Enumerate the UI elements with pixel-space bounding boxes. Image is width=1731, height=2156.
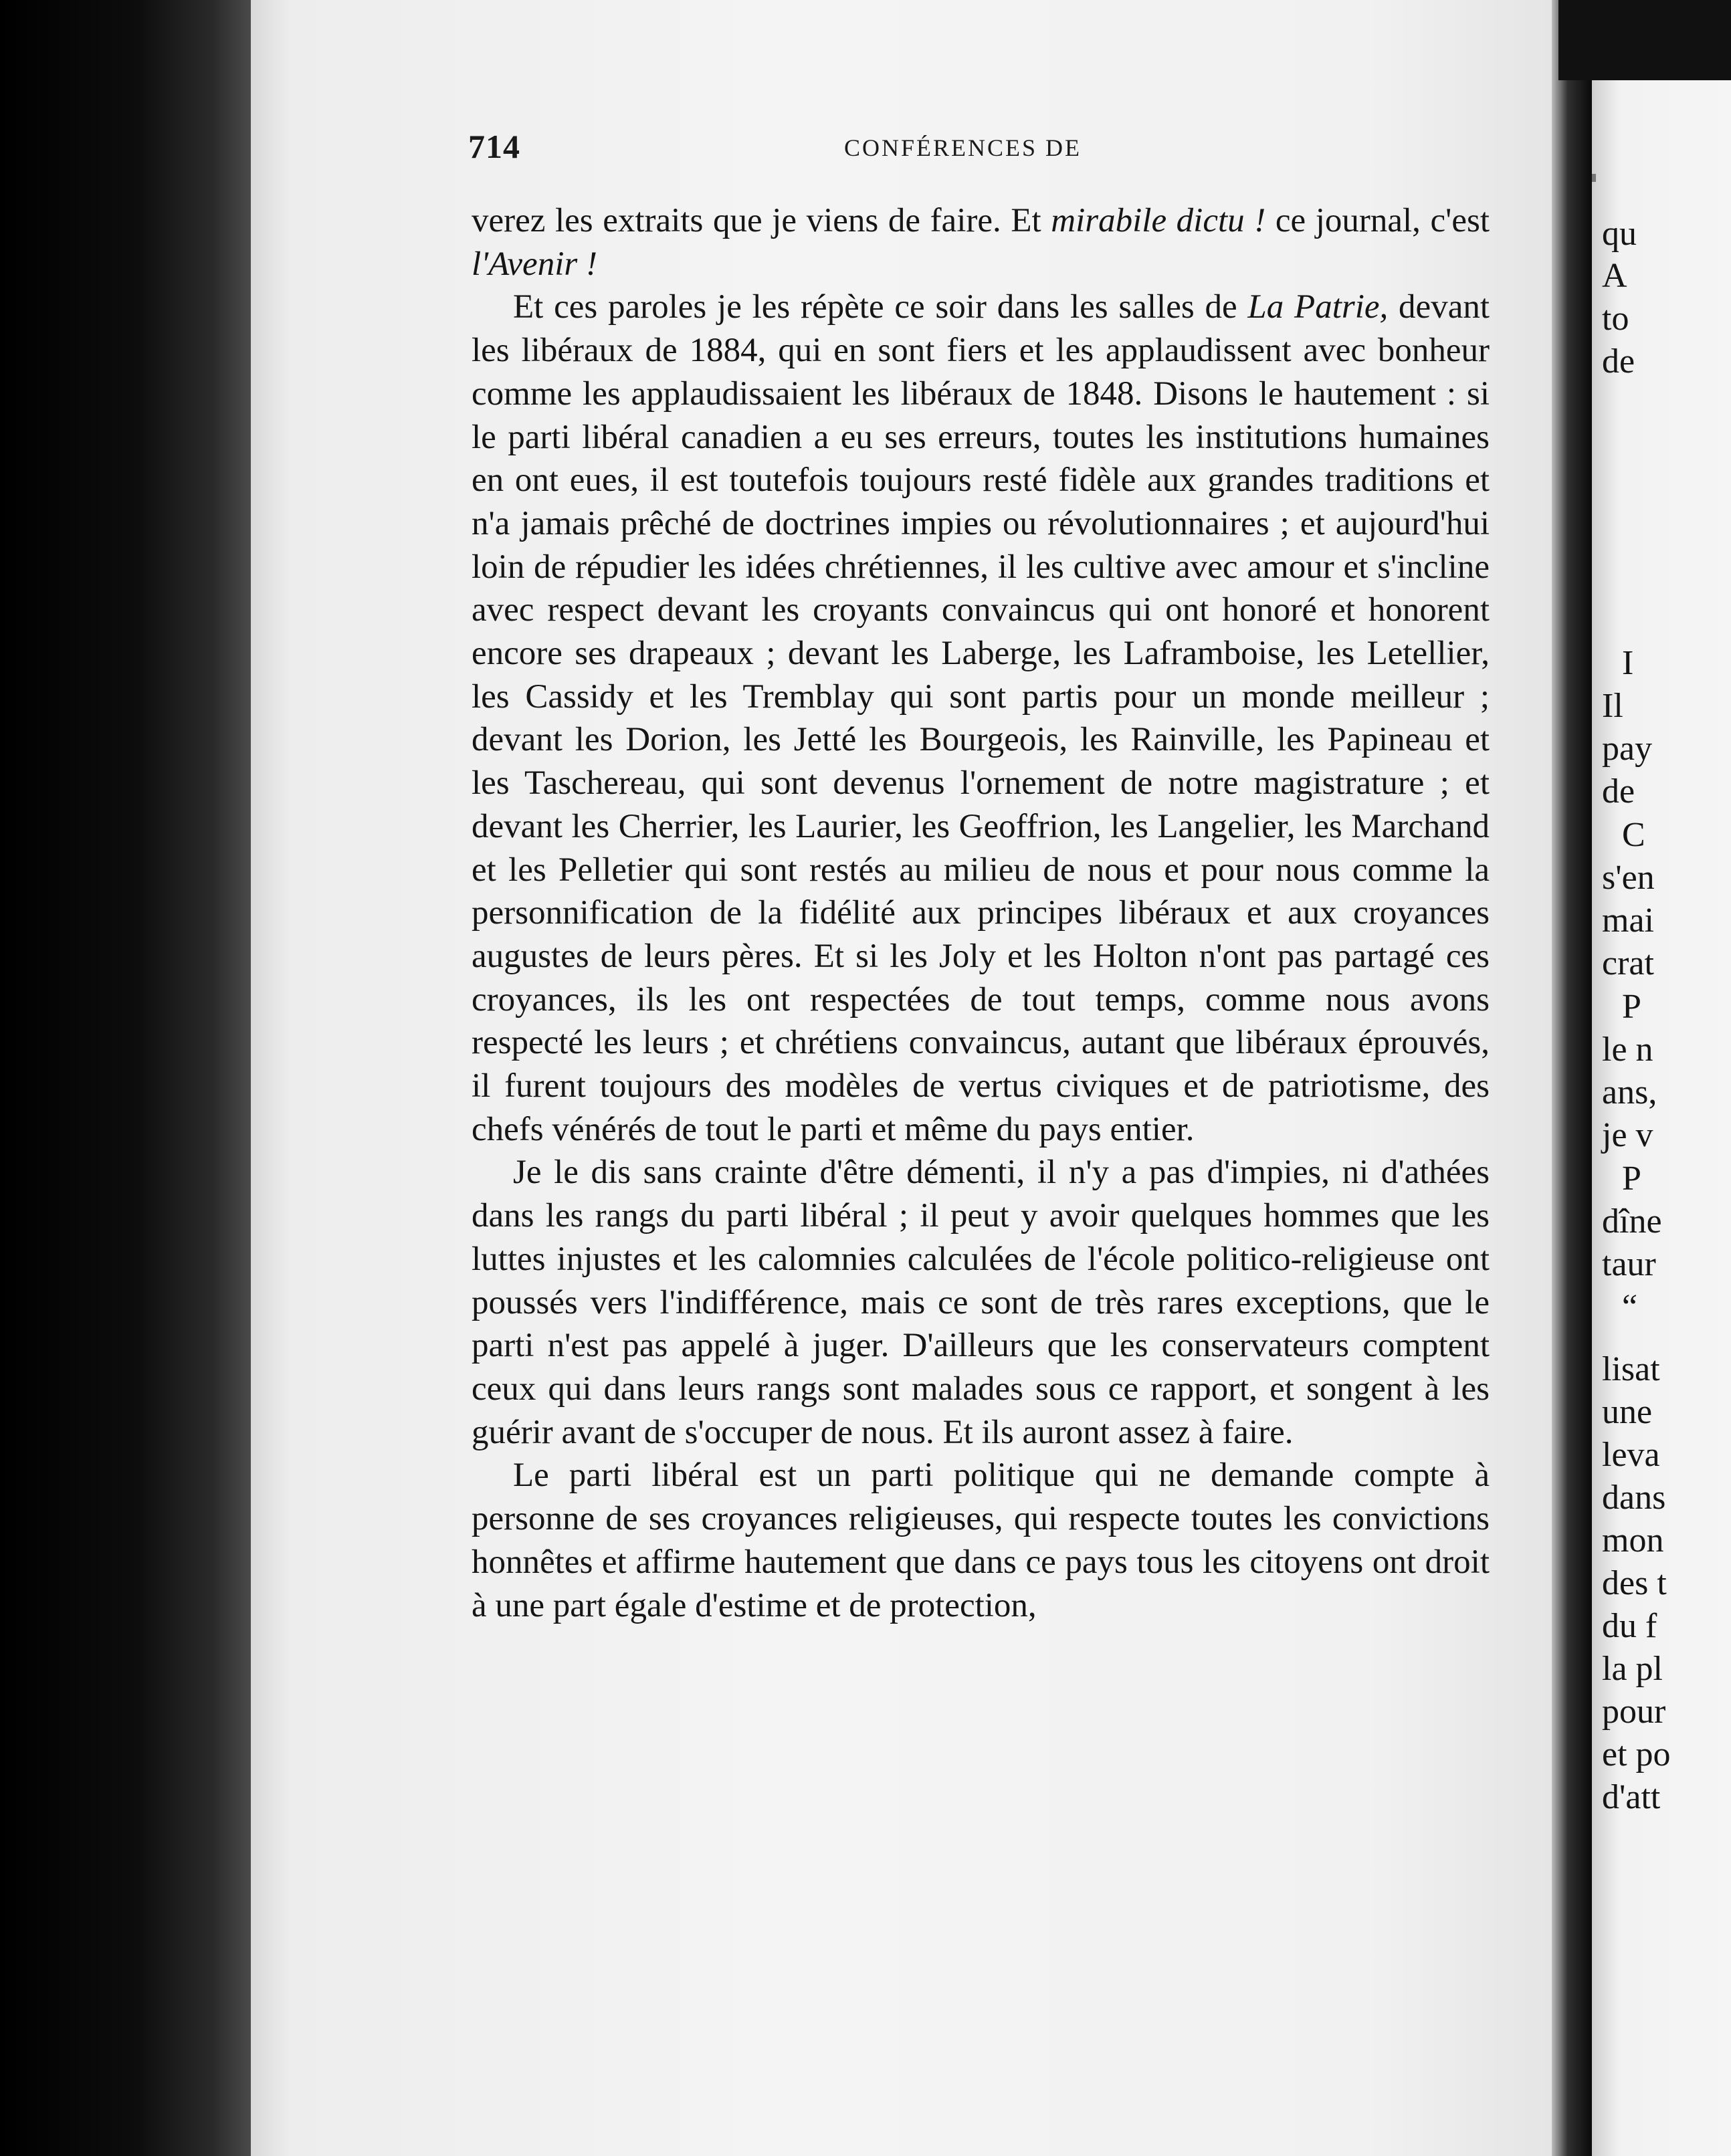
page-body-text: [472, 199, 1490, 1627]
fragment: mon: [1602, 1521, 1664, 1559]
fragment: pour: [1602, 1693, 1666, 1731]
fragment: “: [1622, 1288, 1638, 1326]
fragment: le n: [1602, 1031, 1653, 1069]
fragment: C: [1622, 816, 1645, 854]
fragment: et po: [1602, 1735, 1671, 1773]
fragment: s'en: [1602, 859, 1655, 897]
fragment: pay: [1602, 730, 1653, 768]
facing-page-text-fragments: [1602, 0, 1731, 2156]
fragment: ans,: [1602, 1073, 1657, 1111]
fragment: une: [1602, 1393, 1653, 1431]
fragment: leva: [1602, 1436, 1660, 1474]
fragment: dans: [1602, 1479, 1666, 1517]
paragraph: Et ces paroles je les répète ce soir dans les salles de La Patrie, devant les libéraux de 1884, qui en sont fiers et les applaudissent avec bonheur comme les applaudissaient les libéraux de 1848. Disons le hautement : si le parti libéral canadien a eu ses erreurs, toutes les institutions humaines en ont eues, il est toutefois toujours resté fidèle aux grandes traditions et n'a jamais prêché de doctrines impies ou révolutionnaires ; et aujourd'hui loin de répudier les idées chrétiennes, il les cultive avec amour et s'incline avec respect devant les croyants convaincus qui ont honoré et honorent encore ses drapeaux ; devant les Laberge, les Laframboise, les Letellier, les Cassidy et les Tremblay qui sont partis pour un monde meilleur ; devant les Dorion, les Jetté les Bourgeois, les Rainville, les Papineau et les Taschereau, qui sont devenus l'ornement de notre magistrature ; et devant les Cherrier, les Laurier, les Geoffrion, les Langelier, les Marchand et les Pelletier qui sont restés au milieu de nous et pour nous comme la personnification de la fidélité aux principes libéraux et aux croyances augustes de leurs pères. Et si les Joly et les Holton n'ont pas partagé ces croyances, ils les ont respectées de tout temps, comme nous avons respecté les leurs ; et chrétiens convaincus, autant que libéraux éprouvés, il furent toujours des modèles de vertus civiques et de patriotisme, des chefs vénérés de tout le parti et même du pays entier.: [472, 288, 1490, 1148]
fragment: qu: [1602, 215, 1637, 253]
fragment: du f: [1602, 1607, 1657, 1645]
paragraph: Je le dis sans crainte d'être démenti, il n'y a pas d'impies, ni d'athées dans les rangs du parti libéral ; il peut y avoir quelques hommes que les luttes injustes et les calomnies calculées de l'école politico-religieuse ont poussés vers l'indifférence, mais ce sont de très rares exceptions, que le parti n'est pas appelé à juger. D'ailleurs que les conservateurs comptent ceux qui dans leurs rangs sont malades sous ce rapport, et songent à les guérir avant de s'occuper de nous. Et ils auront assez à faire.: [472, 1154, 1490, 1451]
page-speck: [1592, 174, 1596, 182]
fragment: des t: [1602, 1564, 1667, 1602]
paragraph: Le parti libéral est un parti politique qui ne demande compte à personne de ses croyances religieuses, qui respecte toutes les convictions honnêtes et affirme hautement que dans ce pays tous les citoyens ont droit à une part égale d'estime et de protection,: [472, 1457, 1490, 1624]
fragment: la pl: [1602, 1650, 1663, 1688]
fragment: dîne: [1602, 1202, 1662, 1241]
fragment: P: [1622, 1160, 1641, 1198]
fragment: mai: [1602, 901, 1654, 940]
fragment: A: [1602, 257, 1627, 295]
fragment: d'att: [1602, 1778, 1661, 1816]
fragment: to: [1602, 300, 1629, 338]
fragment: taur: [1602, 1245, 1656, 1283]
fragment: lisat: [1602, 1350, 1660, 1388]
fragment: crat: [1602, 944, 1654, 982]
paragraph-continued: verez les extraits que je viens de faire. Et mirabile dictu ! ce journal, c'est l'Avenir !: [472, 202, 1490, 283]
fragment: de: [1602, 342, 1635, 381]
fragment: P: [1622, 988, 1641, 1026]
running-head: CONFÉRENCES DE: [844, 134, 1082, 161]
fragment: je v: [1602, 1116, 1653, 1154]
newspaper-title: La Patrie,: [1247, 288, 1389, 326]
page-number: 714: [468, 128, 520, 165]
fragment: I: [1622, 644, 1634, 682]
page-header: [468, 127, 1498, 174]
latin-phrase: mirabile dictu !: [1051, 202, 1266, 239]
fragment: de: [1602, 772, 1635, 811]
scan-left-margin: [0, 0, 251, 2156]
book-gutter: [1552, 0, 1592, 2156]
newspaper-title: l'Avenir !: [472, 245, 597, 283]
fragment: Il: [1602, 687, 1623, 725]
